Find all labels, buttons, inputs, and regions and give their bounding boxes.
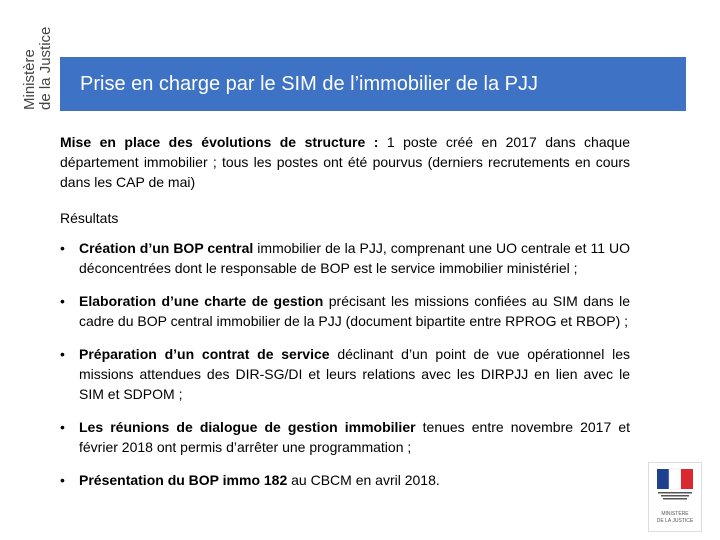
page-title: Prise en charge par le SIM de l’immobilier de la PJJ (80, 73, 538, 95)
bullet: • (60, 293, 65, 309)
main-content (60, 132, 630, 503)
logo-line-1: Ministère (21, 49, 38, 110)
item-text: immobilier de la PJJ, comprenant une UO centrale et 11 UO déconcentrées dont le responsable de BOP est le service immobilier ministériel ; (79, 240, 631, 276)
intro-bold: Mise en place des évolutions de structure : (60, 134, 379, 150)
item-text: précisant les missions confiées au SIM dans le cadre du BOP central immobilier de la PJJ (document bipartite entre RPROG et RBOP) ; (79, 293, 630, 329)
item-bold: Elaboration d’une charte de gestion (79, 293, 324, 309)
item-bold: Les réunions de dialogue de gestion immobilier (79, 419, 416, 435)
list-item (60, 344, 630, 404)
item-bold: Présentation du BOP immo 182 (79, 472, 288, 488)
list-item (60, 238, 630, 278)
bullet: • (60, 419, 65, 435)
emblem-line-2: DE LA JUSTICE (656, 518, 694, 524)
intro-paragraph (60, 132, 630, 192)
results-heading: Résultats (60, 210, 119, 226)
bullet: • (60, 240, 65, 256)
item-text: tenues entre novembre 2017 et février 2018 ont permis d’arrêter une programmation ; (79, 419, 631, 455)
title-bar (60, 57, 686, 111)
item-text: au CBCM en avril 2018. (287, 472, 440, 488)
marianne-icon (649, 463, 701, 531)
list-item (60, 417, 630, 457)
item-bold: Création d’un BOP central (79, 240, 254, 256)
results-list (60, 238, 630, 490)
ministry-logo (12, 14, 56, 114)
list-item (60, 291, 630, 331)
item-bold: Préparation d’un contrat de service (79, 346, 330, 362)
list-item (60, 470, 630, 490)
intro-text: 1 poste créé en 2017 dans chaque département immobilier ; tous les postes ont été pourvus (derniers recrutements en cours dans les CAP de mai) (60, 134, 630, 190)
bullet: • (60, 472, 65, 488)
emblem-line-1: MINISTÈRE (661, 511, 689, 517)
ministry-emblem (648, 462, 702, 532)
logo-line-2: de la Justice (37, 26, 54, 110)
bullet: • (60, 346, 65, 362)
item-text: déclinant d’un point de vue opérationnel les missions attendues des DIR-SG/DI et leurs relations avec les DIRPJJ en lien avec le SIM et SDPOM ; (79, 346, 630, 402)
